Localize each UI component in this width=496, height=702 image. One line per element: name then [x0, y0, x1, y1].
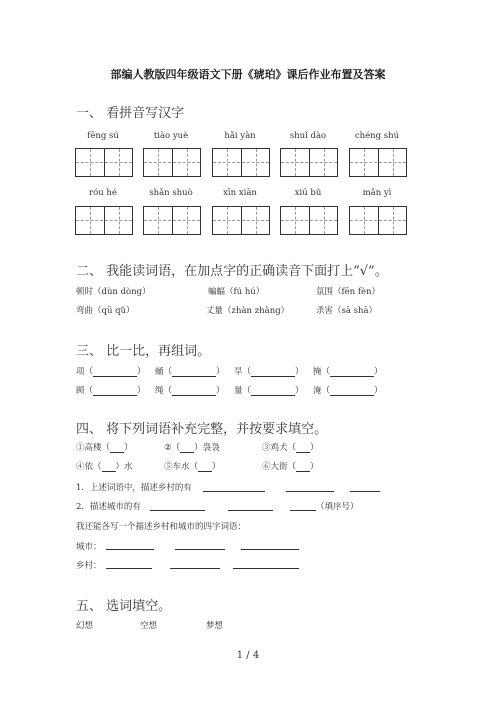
idiom-text: ④依（ — [76, 462, 102, 472]
compare-row — [313, 365, 383, 377]
answer-line[interactable] — [150, 510, 205, 511]
answer-blank[interactable] — [93, 386, 137, 396]
question-2-suffix: （填序号） — [316, 502, 359, 512]
char-label: 绳（ — [155, 386, 173, 396]
idiom-text: ③鸡犬（ — [262, 443, 297, 453]
char-label: 蛹（ — [155, 367, 173, 377]
paren-close: ） — [137, 386, 146, 396]
compare-row — [76, 365, 146, 377]
pinyin-label: shuǐ dào — [289, 131, 327, 141]
paren-close: ） — [374, 386, 383, 396]
paren-close: ） — [216, 367, 225, 377]
answer-line[interactable] — [170, 568, 220, 569]
idiom-item — [164, 441, 220, 453]
answer-line[interactable] — [228, 510, 273, 511]
idiom-text: ②（ — [164, 443, 181, 453]
answer-line[interactable] — [350, 491, 380, 492]
idiom-item — [262, 441, 319, 453]
answer-line[interactable] — [106, 549, 154, 550]
compare-row — [76, 384, 146, 396]
compare-row — [234, 365, 304, 377]
section-3-heading: 三、 比一比，再组词。 — [76, 344, 211, 359]
pinyin-label: mǎn yì — [362, 188, 392, 198]
word-item: 蝙蝠（fú hú） — [208, 287, 265, 297]
word-option: 空想 — [140, 621, 158, 631]
answer-blank[interactable] — [110, 443, 124, 453]
pinyin-label: tiào yuè — [153, 131, 189, 141]
compare-row — [155, 384, 225, 396]
paren-close: ） — [295, 367, 304, 377]
word-item: 顿时（dùn dòng） — [76, 287, 151, 297]
idiom-text: ①高楼（ — [76, 443, 111, 453]
word-item: 弯曲（qū qǔ） — [76, 306, 135, 316]
answer-blank[interactable] — [330, 367, 374, 377]
question-1: 1．上述词语中，描述乡村的有 — [76, 483, 192, 493]
answer-blank[interactable] — [296, 462, 310, 472]
writing-grid[interactable] — [143, 206, 201, 235]
paren-close: ） — [216, 386, 225, 396]
paren-close: ） — [374, 367, 383, 377]
writing-grid[interactable] — [349, 148, 407, 177]
answer-blank[interactable] — [172, 367, 216, 377]
pinyin-label: chéng shú — [354, 131, 400, 141]
section-5-heading: 五、 选词填空。 — [76, 599, 172, 614]
char-label: 旱（ — [234, 367, 252, 377]
pinyin-label: hǎi yàn — [224, 131, 256, 141]
answer-line[interactable] — [106, 568, 152, 569]
word-item: 杀害（sā shā） — [316, 306, 378, 316]
compare-row — [313, 384, 383, 396]
char-label: 量（ — [234, 386, 252, 396]
idiom-text: ） — [212, 462, 221, 472]
char-label: 项（ — [76, 367, 94, 377]
village-label: 乡村： — [76, 561, 102, 571]
char-label: 顾（ — [76, 386, 94, 396]
word-item: 丈量（zhàn zhàng） — [206, 306, 290, 316]
writing-grid[interactable] — [143, 148, 201, 177]
idiom-item — [164, 460, 221, 472]
city-label: 城市： — [76, 542, 102, 552]
idiom-text: ）袅袅 — [194, 443, 220, 453]
answer-blank[interactable] — [93, 367, 137, 377]
writing-grid[interactable] — [75, 206, 133, 235]
answer-blank[interactable] — [251, 386, 295, 396]
answer-blank[interactable] — [198, 462, 212, 472]
question-2: 2．描述城市的有 — [76, 502, 141, 512]
char-label: 掩（ — [313, 367, 331, 377]
answer-line[interactable] — [286, 491, 334, 492]
writing-grid[interactable] — [212, 206, 270, 235]
word-option: 梦想 — [206, 621, 224, 631]
idiom-item — [76, 460, 133, 472]
section-1-heading: 一、 看拼音写汉字 — [76, 106, 185, 121]
pinyin-label: xīn xiān — [223, 188, 257, 198]
idiom-text: ⑥大街（ — [262, 462, 297, 472]
section-2-heading: 二、 我能读词语，在加点字的正确读音下面打上“√”。 — [76, 264, 388, 279]
paren-close: ） — [295, 386, 304, 396]
word-item: 氛围（fēn fèn） — [316, 287, 381, 297]
idiom-text: ）水 — [115, 462, 133, 472]
document-title: 部编人教版四年级语文下册《琥珀》课后作业布置及答案 — [110, 68, 386, 81]
question-3: 我还能各写一个描述乡村和城市的四字词语： — [76, 522, 247, 532]
answer-line[interactable] — [290, 510, 316, 511]
answer-blank[interactable] — [102, 462, 116, 472]
answer-line[interactable] — [175, 549, 225, 550]
answer-blank[interactable] — [180, 443, 194, 453]
writing-grid[interactable] — [280, 148, 338, 177]
char-label: 淹（ — [313, 386, 331, 396]
writing-grid[interactable] — [75, 148, 133, 177]
answer-line[interactable] — [203, 491, 265, 492]
compare-row — [234, 384, 304, 396]
answer-blank[interactable] — [251, 367, 295, 377]
pinyin-label: róu hé — [89, 188, 117, 198]
idiom-text: ⑤车水（ — [164, 462, 199, 472]
idiom-text: ） — [310, 462, 319, 472]
word-option: 幻想 — [76, 621, 94, 631]
pinyin-label: xiū bǔ — [294, 188, 322, 198]
idiom-item — [76, 441, 133, 453]
idiom-text: ） — [310, 443, 319, 453]
answer-blank[interactable] — [330, 386, 374, 396]
answer-blank[interactable] — [296, 443, 310, 453]
answer-line[interactable] — [233, 568, 299, 569]
answer-line[interactable] — [241, 549, 299, 550]
idiom-item — [262, 460, 319, 472]
writing-grid[interactable] — [349, 206, 407, 235]
paren-close: ） — [137, 367, 146, 377]
writing-grid[interactable] — [280, 206, 338, 235]
pinyin-label: fēng sú — [87, 131, 119, 141]
pinyin-label: shǎn shuò — [149, 188, 193, 198]
idiom-text: ） — [124, 443, 133, 453]
section-4-heading: 四、 将下列词语补充完整，并按要求填空。 — [76, 422, 328, 437]
page-number: 1 / 4 — [236, 650, 260, 661]
answer-blank[interactable] — [172, 386, 216, 396]
compare-row — [155, 365, 225, 377]
writing-grid[interactable] — [212, 148, 270, 177]
